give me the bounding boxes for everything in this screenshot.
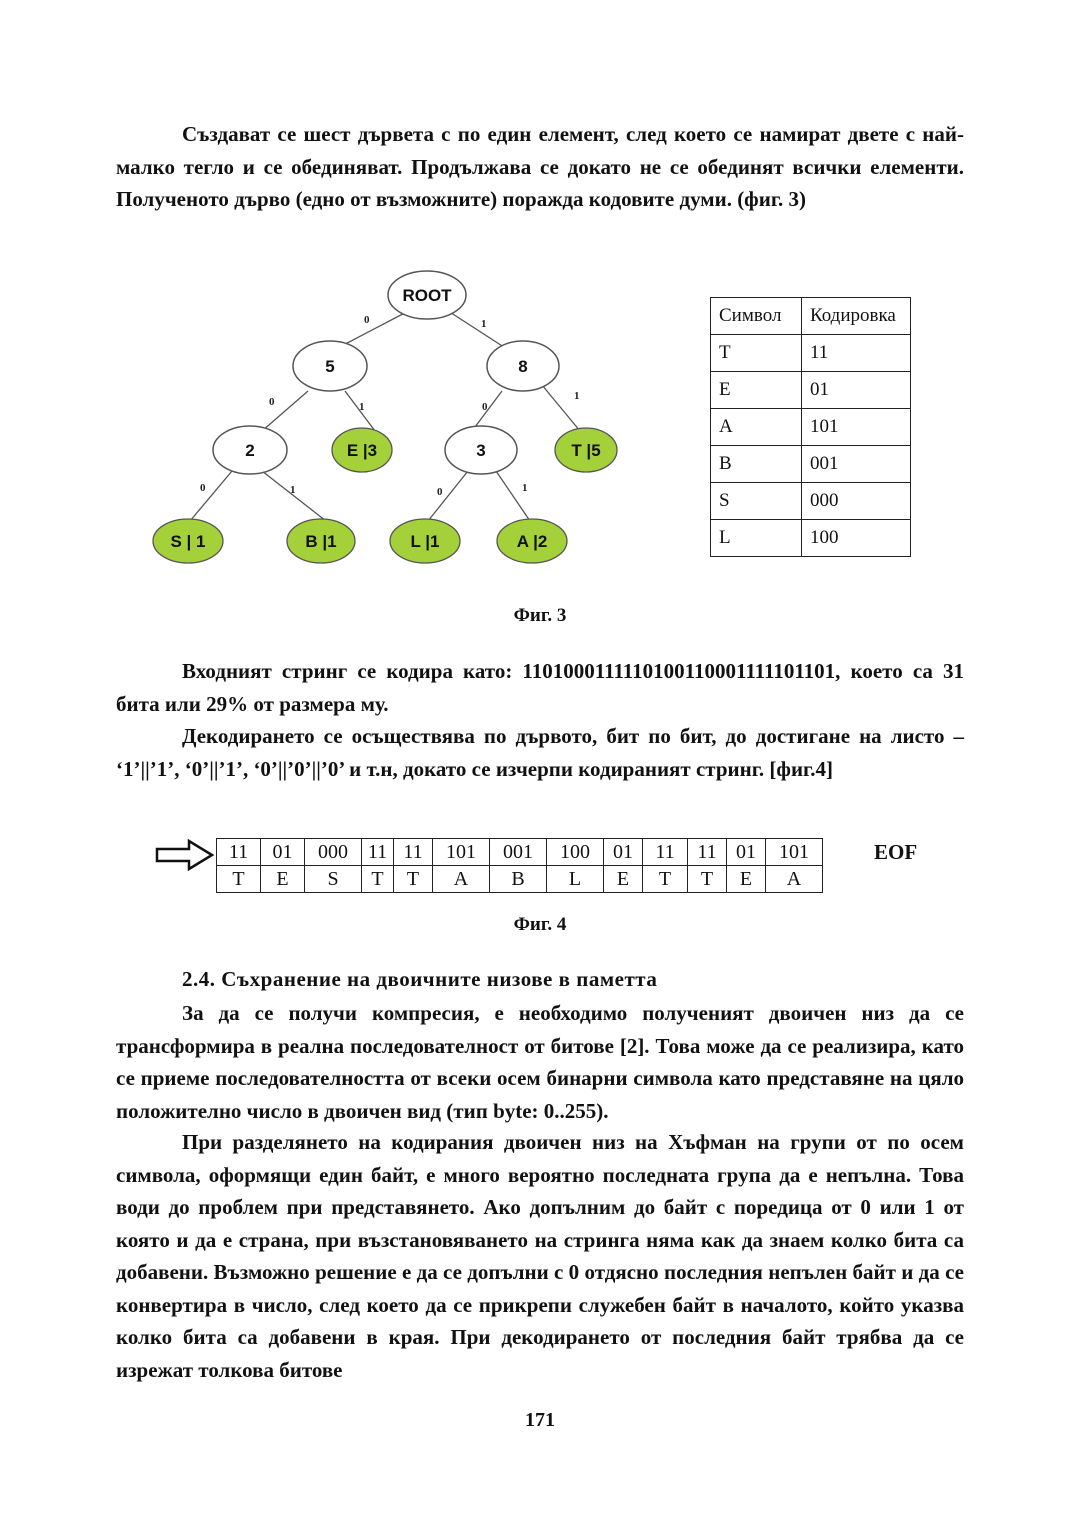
code-cell: 101 <box>802 409 911 446</box>
letter-cell: A <box>433 866 490 893</box>
letter-cell: T <box>688 866 727 893</box>
letter-cell: S <box>305 866 362 893</box>
symbol-cell: A <box>711 409 802 446</box>
paragraph-decoding: Декодирането се осъществява по дървото, бит по бит, до достигане на листо – ‘1’||’1’, ‘0’||’1’, ‘0’||’0’||’0’ и т.н, докато се изчерпи кодираният стринг. [фиг.4] <box>116 724 964 781</box>
edge-label-0: 0 <box>200 482 206 494</box>
edge-label-1: 1 <box>481 318 487 330</box>
leaf-b-label: B |1 <box>305 532 337 551</box>
section-heading: 2.4. Съхранение на двоичните низове в паметта <box>182 967 658 991</box>
symbol-cell: B <box>711 446 802 483</box>
codes-row <box>217 839 823 866</box>
edge-3-a <box>496 471 530 521</box>
page-number: 171 <box>525 1409 555 1431</box>
letter-cell: B <box>490 866 547 893</box>
node-2-label: 2 <box>245 441 255 460</box>
edge-label-0: 0 <box>269 396 275 408</box>
code-cell: 01 <box>604 839 643 866</box>
edge-label-0: 0 <box>364 314 370 326</box>
code-cell: 11 <box>802 335 911 372</box>
table-row <box>711 335 911 372</box>
table-row <box>711 446 911 483</box>
symbol-cell: L <box>711 520 802 557</box>
node-5-label: 5 <box>325 357 335 376</box>
code-cell: 11 <box>688 839 727 866</box>
code-cell: 100 <box>802 520 911 557</box>
edge-label-1: 1 <box>290 484 296 496</box>
letter-cell: L <box>547 866 604 893</box>
huffman-tree-figure <box>150 265 630 585</box>
code-cell: 000 <box>802 483 911 520</box>
figure-3-caption: Фиг. 3 <box>513 605 567 626</box>
paragraph-byte-padding: При разделянето на кодирания двоичен низ на Хъфман на групи от по осем символа, оформящи един байт, е много вероятно последната група да е непълна. Това води до проблем при представянето. Ако допълним до байт с поредица от 0 или 1 от която и да е страна, при възстановяването на стринга няма как да знаем колко бита са добавени. Възможно решение е да се допълни с 0 отдясно последния непълен байт и да се конвертира в число, след което да се прикрепи служебен байт в началото, който указва колко бита са добавени в края. При декодирането от последния байт трябва да се изрежат толкова битове <box>116 1130 964 1382</box>
symbol-cell: S <box>711 483 802 520</box>
leaf-s-label: S | 1 <box>170 532 206 551</box>
letters-row <box>217 866 823 893</box>
code-cell: 101 <box>433 839 490 866</box>
code-cell: 000 <box>305 839 362 866</box>
letter-cell: T <box>394 866 433 893</box>
symbol-cell: E <box>711 372 802 409</box>
code-cell: 001 <box>490 839 547 866</box>
table-row <box>711 483 911 520</box>
paragraph-compression: За да се получи компресия, е необходимо полученият двоичен низ да се трансформира в реална последователност от битове [2]. Това може да се реализира, като се приеме последователността от всеки осем бинарни символа като представяне на цяло положително число в двоичен вид (тип byte: 0..255). <box>116 1001 964 1123</box>
leaf-l-label: L |1 <box>410 532 440 551</box>
code-cell: 01 <box>261 839 305 866</box>
code-cell: 11 <box>394 839 433 866</box>
letter-cell: E <box>261 866 305 893</box>
edge-3-l <box>428 471 468 521</box>
letter-cell: T <box>643 866 688 893</box>
table-row <box>711 372 911 409</box>
code-cell: 11 <box>362 839 394 866</box>
leaf-e-label: E |3 <box>346 441 378 460</box>
node-root-label: ROOT <box>402 286 452 305</box>
paragraph-tree-construction: Създават се шест дървета с по един елемент, след което се намират двете с най-малко тегло и се обединяват. Продължава се докато не се обединят всички елементи. Полученото дърво (едно от възможните) поражда кодовите думи. (фиг. 3) <box>116 122 964 211</box>
letter-cell: A <box>766 866 823 893</box>
eof-label: EOF <box>874 840 918 864</box>
code-table <box>710 297 911 557</box>
code-cell: 11 <box>217 839 261 866</box>
edge-2-s <box>190 471 232 521</box>
code-cell: 11 <box>643 839 688 866</box>
code-cell: 100 <box>547 839 604 866</box>
leaf-t-label: T |5 <box>571 441 601 460</box>
edge-label-1: 1 <box>359 401 365 413</box>
paragraph-encoded-string: Входният стринг се кодира като: 1101000111110100110001111101101, което са 31 бита или 29% от размера му. <box>116 659 964 716</box>
table-row <box>711 520 911 557</box>
code-cell: 01 <box>727 839 766 866</box>
code-cell: 101 <box>766 839 823 866</box>
code-cell: 001 <box>802 446 911 483</box>
node-8-label: 8 <box>518 357 528 376</box>
code-table-header <box>711 298 911 335</box>
code-cell: 01 <box>802 372 911 409</box>
edge-label-1: 1 <box>574 390 580 402</box>
figure-4-caption: Фиг. 4 <box>513 914 567 935</box>
table-row <box>711 409 911 446</box>
encoded-sequence-table <box>216 838 823 893</box>
edge-label-0: 0 <box>482 401 488 413</box>
letter-cell: T <box>362 866 394 893</box>
right-arrow-icon <box>155 838 215 872</box>
node-3-label: 3 <box>476 441 486 460</box>
header-symbol: Символ <box>711 298 802 335</box>
edge-label-1: 1 <box>522 482 528 494</box>
leaf-a-label: A |2 <box>516 532 548 551</box>
letter-cell: E <box>604 866 643 893</box>
edge-label-0: 0 <box>437 486 443 498</box>
symbol-cell: T <box>711 335 802 372</box>
letter-cell: E <box>727 866 766 893</box>
edge-2-b <box>262 471 326 521</box>
letter-cell: T <box>217 866 261 893</box>
header-encoding: Кодировка <box>802 298 911 335</box>
